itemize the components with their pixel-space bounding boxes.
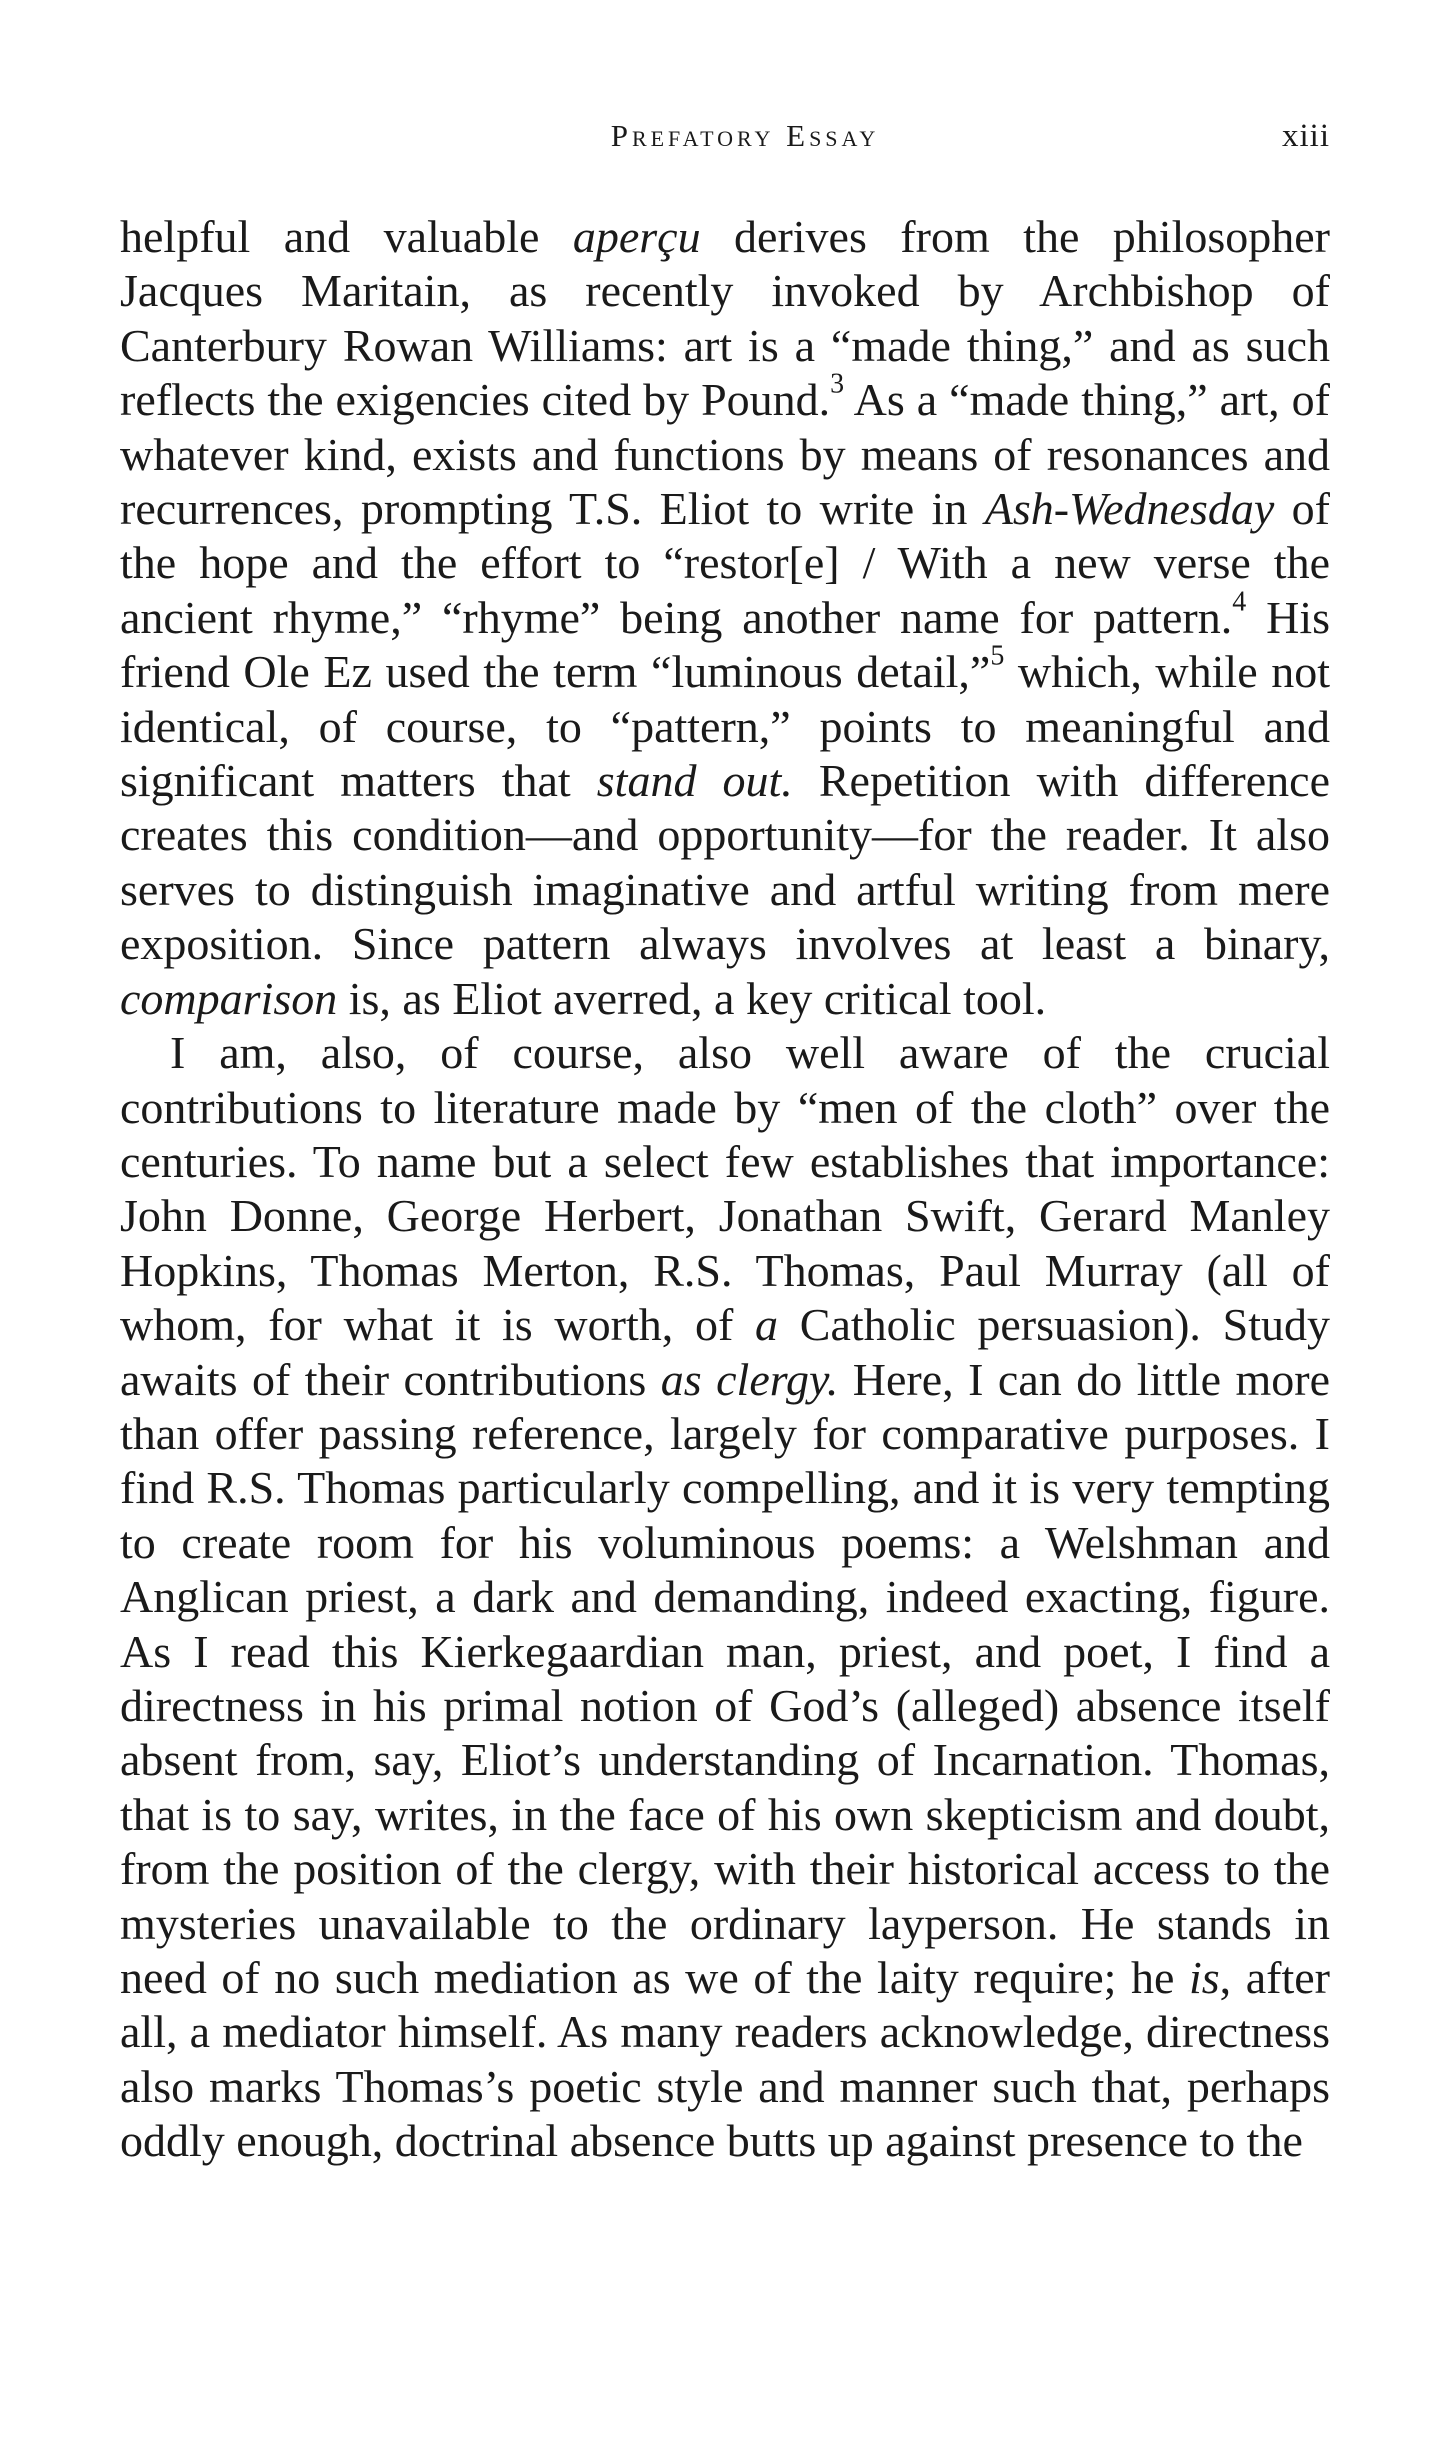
italic-text: stand out. (596, 755, 793, 807)
text-run: I am, also, of course, also well aware of the crucial contributions to literature made by “men of the cloth” over the centuries. To name but a select few establishes that importance: John Donne, George Herbert, Jonathan Swift, Gerard Manley Hopkins, Thomas Merton, R.S. Thomas, Paul Murray (all of whom, for what it is worth, of (120, 1027, 1330, 1351)
text-run: His friend Ole Ez used the term “luminous detail,” (120, 591, 1330, 698)
italic-text: Ash-Wednesday (984, 483, 1275, 535)
text-run: is, as Eliot averred, a key critical tool. (337, 972, 1047, 1024)
text-run: Catholic persuasion). Study awaits of their contributions (120, 1299, 1330, 1405)
footnote-ref: 5 (990, 640, 1005, 672)
text-run: Repetition with difference creates this condition—and opportunity—for the reader. It also serves to distinguish imaginative and artful writing from mere exposition. Since pattern always involves at least a binary, (120, 755, 1330, 970)
text-run: of the hope and the effort to “restor[e] / With a new verse the ancient rhyme,” “rhyme” being another name for pattern. (120, 483, 1330, 643)
text-run: , after all, a mediator himself. As many readers acknowledge, directness also marks Thomas’s poetic style and manner such that, perhaps oddly enough, doctrinal absence butts up against presence to the (120, 1952, 1330, 2167)
paragraph-1 (120, 210, 1330, 1026)
running-title: Prefatory Essay (610, 118, 880, 153)
italic-text: as clergy. (660, 1353, 839, 1405)
running-head (120, 110, 1330, 170)
italic-text: comparison (120, 972, 338, 1024)
text-run: helpful and valuable (120, 211, 573, 262)
text-run: Here, I can do little more than offer passing reference, largely for comparative purposes. I find R.S. Thomas particularly compelling, and it is very tempting to create room for his voluminous poems: a Welshman and Anglican priest, a dark and demanding, indeed exacting, figure. As I read this Kierkegaardian man, priest, and poet, I find a directness in his primal notion of God’s (alleged) absence itself absent from, say, Eliot’s understanding of Incarnation. Thomas, that is to say, writes, in the face of his own skepticism and doubt, from the position of the clergy, with their historical access to the mysteries unavailable to the ordinary layperson. He stands in need of no such mediation as we of the laity require; he (120, 1353, 1330, 2003)
italic-text: is (1188, 1952, 1220, 2003)
footnote-ref: 4 (1232, 586, 1247, 618)
body-text (120, 210, 1330, 2169)
text-run: derives from the philosopher Jacques Maritain, as recently invoked by Archbishop of Canterbury Rowan Williams: art is a “made thing,” and as such reflects the exigencies cited by Pound. (120, 211, 1330, 426)
italic-text: aperçu (572, 211, 701, 262)
italic-text: a (755, 1299, 779, 1351)
footnote-ref: 3 (830, 368, 845, 400)
text-run: As a “made thing,” art, of whatever kind, exists and functions by means of resonances and recurrences, prompting T.S. Eliot to write in (120, 374, 1330, 535)
paragraph-2 (120, 1026, 1330, 2169)
text-run: which, while not identical, of course, to “pattern,” points to meaningful and significant matters that (120, 646, 1330, 807)
book-page (120, 110, 1330, 2169)
page-number: xiii (1281, 118, 1330, 154)
